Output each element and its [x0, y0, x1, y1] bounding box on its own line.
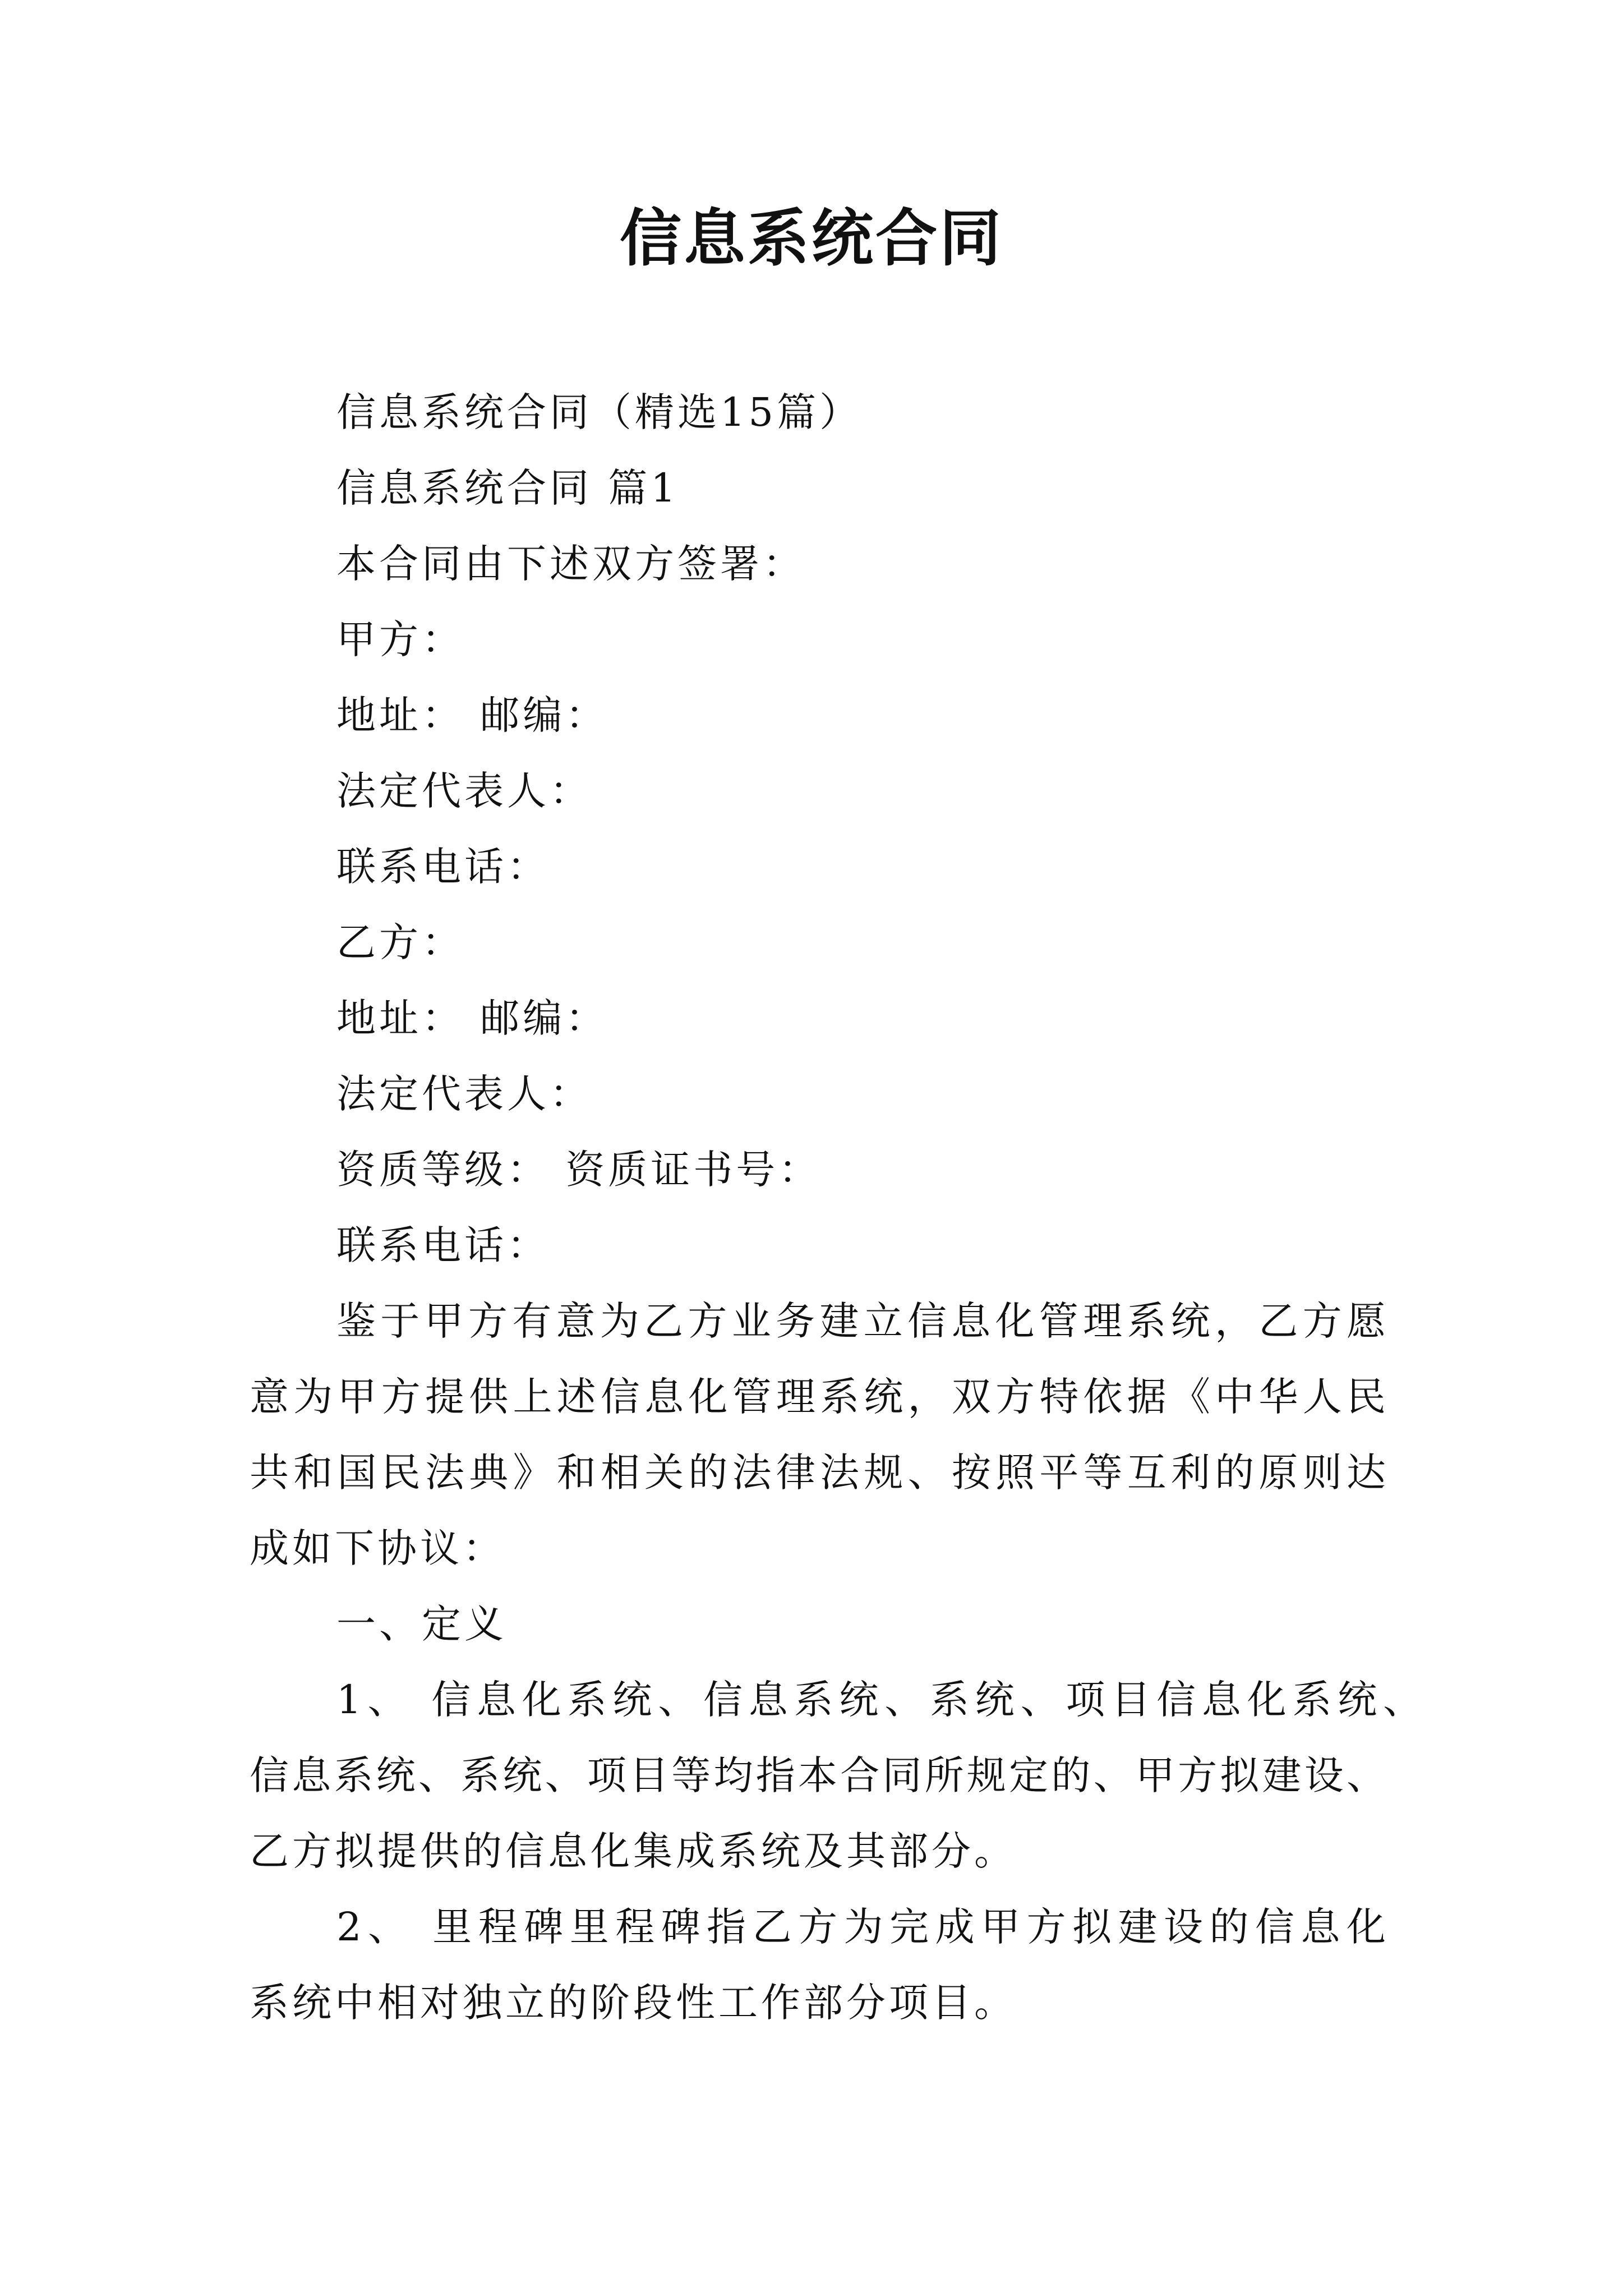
- paragraph-line: 信息系统、系统、项目等均指本合同所规定的、甲方拟建设、: [250, 1752, 1388, 1798]
- text-line: 本合同由下述双方签署：: [336, 541, 805, 587]
- phone-line: 联系电话：: [336, 1222, 550, 1268]
- legal-representative-line: 法定代表人：: [336, 768, 592, 814]
- paragraph-line: 意为甲方提供上述信息化管理系统，双方特依据《中华人民: [250, 1374, 1388, 1420]
- subtitle-line: 信息系统合同（精选15篇）: [336, 389, 863, 435]
- qualification-line: 资质等级： 资质证书号：: [336, 1147, 822, 1193]
- legal-representative-line: 法定代表人：: [336, 1071, 592, 1117]
- address-line: 地址： 邮编：: [336, 692, 608, 738]
- party-a-label: 甲方：: [336, 616, 464, 662]
- paragraph-line: 2、 里程碑里程碑指乙方为完成甲方拟建设的信息化: [336, 1904, 1388, 1950]
- paragraph-line: 共和国民法典》和相关的法律法规、按照平等互利的原则达: [250, 1450, 1388, 1496]
- paragraph-line: 成如下协议：: [250, 1525, 505, 1571]
- document-title: 信息系统合同: [620, 202, 1003, 274]
- phone-line: 联系电话：: [336, 844, 550, 890]
- party-b-label: 乙方：: [336, 919, 464, 965]
- section-heading: 一、定义: [336, 1601, 507, 1647]
- paragraph-line: 鉴于甲方有意为乙方业务建立信息化管理系统，乙方愿: [336, 1298, 1388, 1344]
- address-line: 地址： 邮编：: [336, 995, 608, 1041]
- paragraph-line: 1、 信息化系统、信息系统、系统、项目信息化系统、: [336, 1677, 1424, 1723]
- section-heading: 信息系统合同 篇1: [336, 465, 679, 511]
- paragraph-line: 乙方拟提供的信息化集成系统及其部分。: [250, 1828, 1017, 1874]
- paragraph-line: 系统中相对独立的阶段性工作部分项目。: [250, 1980, 1017, 2026]
